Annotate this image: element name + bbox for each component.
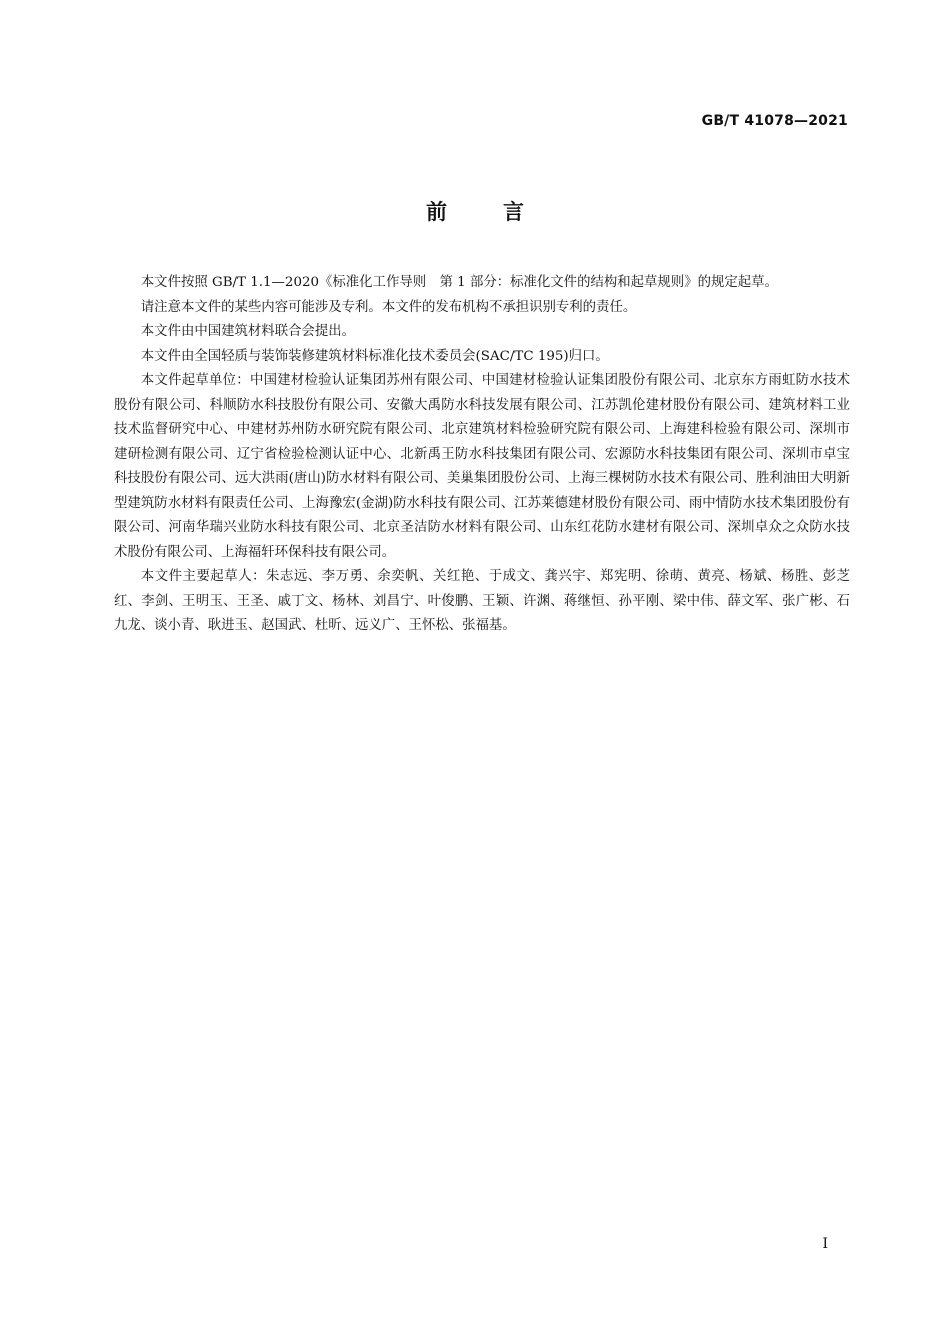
paragraph-drafting-units: 本文件起草单位：中国建材检验认证集团苏州有限公司、中国建材检验认证集团股份有限公司、北京东方雨虹防水技术股份有限公司、科顺防水科技股份有限公司、安徽大禹防水科技发展有限公司、江苏凯伦建材股份有限公司、建筑材料工业技术监督研究中心、中建材苏州防水研究院有限公司、北京建筑材料检验研究院有限公司、上海建科检验有限公司、深圳市建研检测有限公司、辽宁省检验检测认证中心、北新禹王防水科技集团有限公司、宏源防水科技集团有限公司、深圳市卓宝科技股份有限公司、远大洪雨(唐山)防水材料有限公司、美巢集团股份公司、上海三棵树防水技术有限公司、胜利油田大明新型建筑防水材料有限责任公司、上海豫宏(金湖)防水科技有限公司、江苏莱德建材股份有限公司、雨中情防水技术集团股份有限公司、河南华瑞兴业防水科技有限公司、北京圣洁防水材料有限公司、山东红花防水建材有限公司、深圳卓众之众防水技术股份有限公司、上海福轩环保科技有限公司。: [114, 373, 850, 560]
foreword-body: [114, 271, 850, 639]
paragraph-drafting-rules: 本文件按照 GB/T 1.1—2020《标准化工作导则 第 1 部分：标准化文件的结构和起草规则》的规定起草。: [140, 275, 778, 290]
page-number: I: [822, 1236, 828, 1252]
standard-number: GB/T 41078—2021: [701, 113, 848, 129]
paragraph-proposer: 本文件由中国建筑材料联合会提出。: [140, 324, 356, 339]
page-title: 前言: [426, 200, 580, 224]
paragraph-drafters: 本文件主要起草人：朱志远、李万勇、余奕帆、关红艳、于成文、龚兴宇、郑宪明、徐萌、黄亮、杨斌、杨胜、彭芝红、李剑、王明玉、王圣、戚丁文、杨林、刘昌宁、叶俊鹏、王颖、许渊、蒋继恒、孙平刚、梁中伟、薛文军、张广彬、石九龙、谈小青、耿进玉、赵国武、杜昕、远义广、王怀松、张福基。: [114, 569, 850, 633]
paragraph-committee: 本文件由全国轻质与装饰装修建筑材料标准化技术委员会(SAC/TC 195)归口。: [140, 348, 609, 364]
paragraph-patent-notice: 请注意本文件的某些内容可能涉及专利。本文件的发布机构不承担识别专利的责任。: [140, 299, 637, 315]
